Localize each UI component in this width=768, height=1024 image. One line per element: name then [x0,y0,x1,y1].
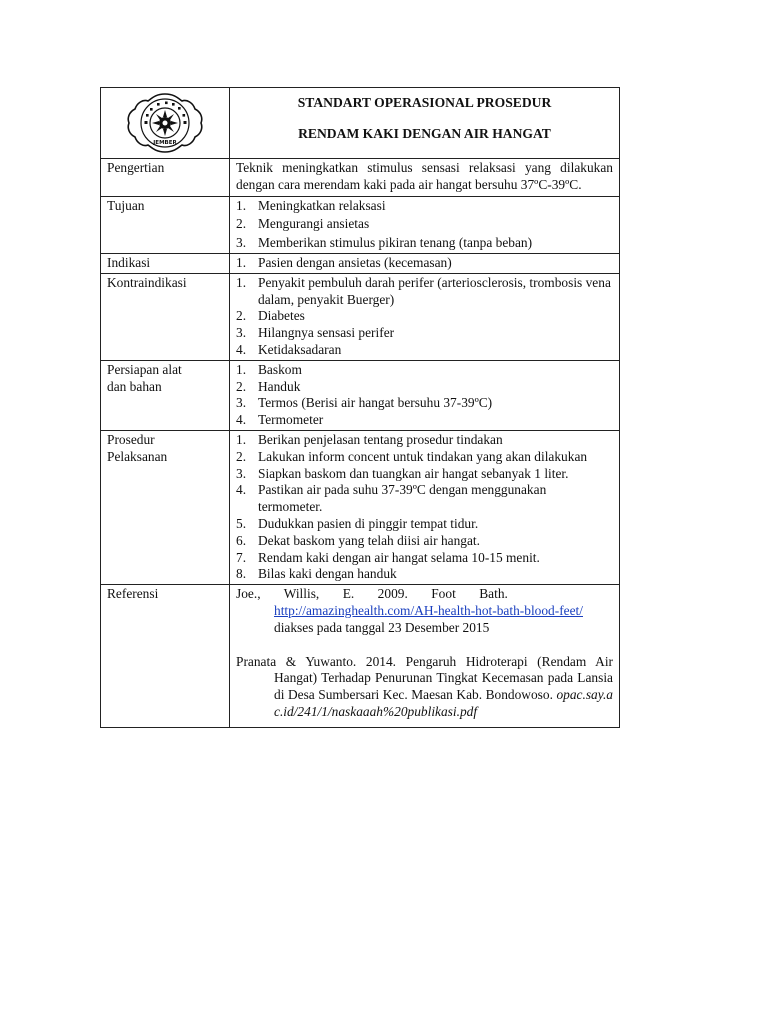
row-kontraindikasi [101,273,620,360]
list-item: 3. Termos (Berisi air hangat bersuhu 37-39ºC) [236,395,493,411]
list-item: 4. Termometer [236,412,324,428]
indikasi-list [236,255,613,272]
list-item: 7. Rendam kaki dengan air hangat selama 10-15 menit. [236,549,540,565]
list-item: 1. Berikan penjelasan tentang prosedur tindakan [236,431,503,447]
row-content [230,196,620,253]
row-content [230,585,620,728]
kontraindikasi-list [236,275,613,359]
list-item: 8. Bilas kaki dengan handuk [236,566,397,582]
list-item: 2. Diabetes [236,308,305,324]
row-label: Tujuan [101,196,230,253]
row-label: Indikasi [101,253,230,273]
title-cell [230,88,620,159]
document-subtitle: RENDAM KAKI DENGAN AIR HANGAT [298,125,551,141]
row-label: Prosedur Pelaksanan [101,430,230,584]
row-indikasi [101,253,620,273]
university-logo [107,89,223,157]
list-item: 1. Meningkatkan relaksasi [236,197,386,213]
row-tujuan [101,196,620,253]
list-item: 3. Hilangnya sensasi perifer [236,325,395,341]
list-item: 1. Pasien dengan ansietas (kecemasan) [236,254,452,270]
row-label: Pengertian [101,159,230,197]
list-item: 6. Dekat baskom yang telah diisi air hangat. [236,532,480,548]
sop-document [100,87,620,728]
row-prosedur [101,430,620,584]
row-label: Persiapan alat dan bahan [101,360,230,430]
reference-link[interactable]: http://amazinghealth.com/AH-health-hot-bath-blood-feet/ [274,602,583,618]
list-item: 3. Memberikan stimulus pikiran tenang (tanpa beban) [236,235,533,251]
row-content [230,253,620,273]
list-item: 4. Pastikan air pada suhu 37-39ºC dengan menggunakan termometer. [236,482,547,515]
sop-table [100,87,620,728]
row-content [230,273,620,360]
row-content: Teknik meningkatkan stimulus sensasi relaksasi yang dilakukan dengan cara merendam kaki pada air hangat bersuhu 37ºC-39ºC. [230,159,620,197]
list-item: 2. Lakukan inform concent untuk tindakan yang akan dilakukan [236,448,588,464]
row-persiapan [101,360,620,430]
list-item: 4. Ketidaksadaran [236,341,342,357]
document-title: STANDART OPERASIONAL PROSEDUR [297,95,552,110]
reference-1: Joe., Willis, E. 2009. Foot Bath. http://amazinghealth.com/AH-health-hot-bath-blood-feet/ diakses pada tanggal 23 Desember 2015 [236,586,583,635]
university-seal-icon [113,92,217,154]
prosedur-list [236,432,613,583]
row-label: Referensi [101,585,230,728]
row-referensi [101,585,620,728]
list-item: 5. Dudukkan pasien di pinggir tempat tidur. [236,515,479,531]
list-item: 2. Mengurangi ansietas [236,216,370,232]
persiapan-list [236,362,613,429]
logo-cell [101,88,230,159]
list-item: 1. Baskom [236,361,302,377]
list-item: 3. Siapkan baskom dan tuangkan air hangat sebanyak 1 liter. [236,465,569,481]
row-content [230,360,620,430]
list-item: 1. Penyakit pembuluh darah perifer (arteriosclerosis, trombosis vena dalam, penyakit Buerger) [236,274,611,307]
list-item: 2. Handuk [236,378,301,394]
header-row [101,88,620,159]
reference-2: Pranata & Yuwanto. 2014. Pengaruh Hidroterapi (Rendam Air Hangat) Terhadap Penurunan Tingkat Kecemasan pada Lansia di Desa Sumbersari Kec. Maesan Kab. Bondowoso. opac.say.ac.id/241/1/naskaaah%20publikasi.pdf [236,653,613,719]
svg-text:JEMBER: JEMBER [153,140,177,146]
tujuan-list [236,198,613,252]
reference-source: opac.say.ac.id/241/1/naskaaah%20publikasi.pdf [274,687,613,719]
row-label: Kontraindikasi [101,273,230,360]
row-content [230,430,620,584]
row-pengertian [101,159,620,197]
